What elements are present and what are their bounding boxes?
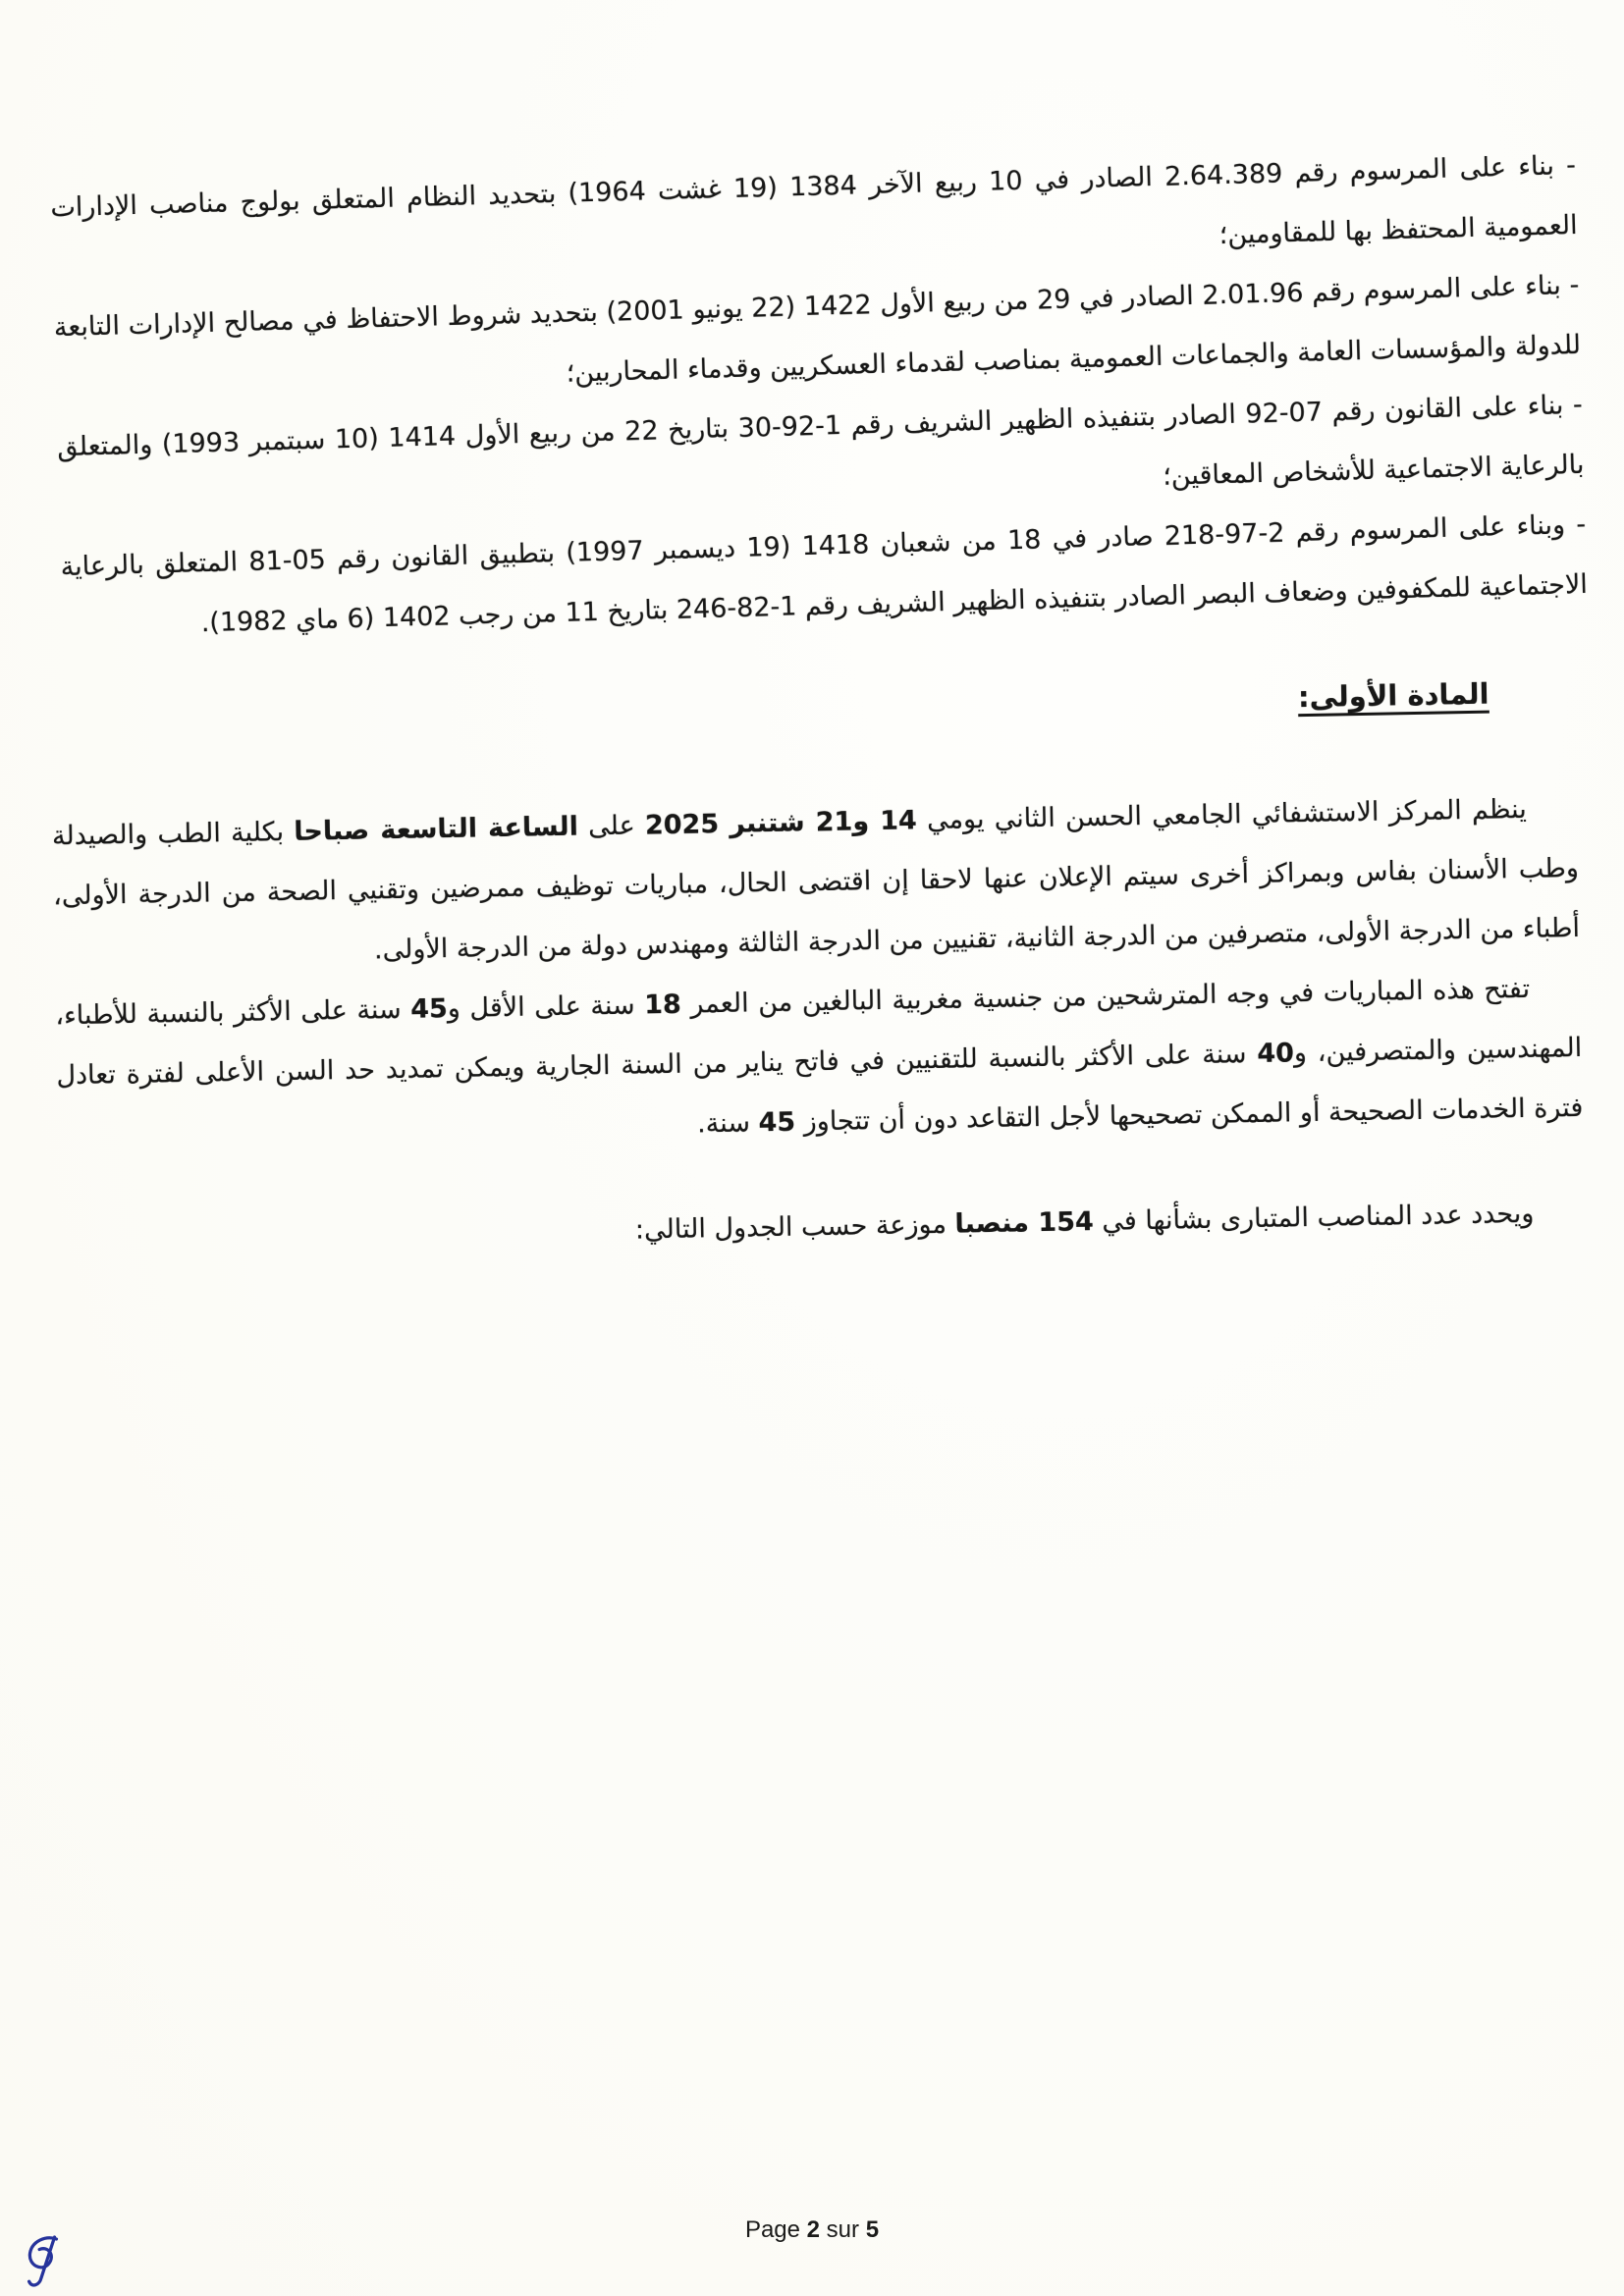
article-one-section xyxy=(49,664,1586,1270)
page-footer: Page 2 sur 5 xyxy=(744,2216,880,2243)
paragraph-exam-announcement: ينظم المركز الاستشفائي الجامعي الحسن الثاني يومي 14 و21 شتنبر 2025 على الساعة التاسعة صباحا بكلية الطب والصيدلة وطب الأسنان بفاس وبمراكز أخرى سيتم الإعلان عنها لاحقا إن اقتضى الحال، مباريات توظيف ممرضين وتقنيي الصحة من الدرجة الأولى، أطباء من الدرجة الأولى، متصرفين من الدرجة الثانية، تقنيين من الدرجة الثالثة ومهندس دولة من الدرجة الأولى. xyxy=(51,793,1581,966)
paragraph-eligibility-conditions: تفتح هذه المباريات في وجه المترشحين من جنسية مغربية البالغين من العمر 18 سنة على الأقل و45 سنة على الأكثر بالنسبة للأطباء، المهندسين والمتصرفين، و40 سنة على الأكثر بالنسبة للتقنيين في فاتح يناير من السنة الجارية ويمكن تمديد حد السن الأعلى لفترة تعادل فترة الخدمات الصحيحة أو الممكن تصحيحها لأجل التقاعد دون أن تتجاوز 45 سنة. xyxy=(55,973,1584,1140)
legal-references-list xyxy=(50,135,1589,657)
paragraph-positions-count: ويحدد عدد المناصب المتبارى بشأنها في 154 منصبا موزعة حسب الجدول التالي: xyxy=(634,1198,1535,1246)
article-heading: المادة الأولى: xyxy=(1297,676,1489,715)
legal-reference-item-4: - وبناء على المرسوم رقم 2-97-218 صادر في 18 من شعبان 1418 (19 ديسمبر 1997) بتطبيق القانون رقم 05-81 المتعلق بالرعاية الاجتماعية للمكفوفين وضعاف البصر الصادر بتنفيذه الظهير الشريف رقم 1-82-246 بتاريخ 11 من رجب 1402 (6 ماي 1982). xyxy=(60,508,1589,639)
legal-reference-item-1: - بناء على المرسوم رقم 2.64.389 الصادر في 10 ربيع الآخر 1384 (19 غشت 1964) بتحديد النظام المتعلق بولوج مناصب الإدارات العمومية المحتفظ بها للمقاومين؛ xyxy=(50,149,1578,251)
handwritten-initials-mark xyxy=(20,2234,67,2291)
legal-reference-item-2: - بناء على المرسوم رقم 2.01.96 الصادر في 29 من ربيع الأول 1422 (22 يونيو 2001) بتحديد شروط الاحتفاظ في مصالح الإدارات التابعة للدولة والمؤسسات العامة والجماعات العمومية بمناصب لقدماء العسكريين وقدماء المحاربين؛ xyxy=(53,269,1582,389)
legal-reference-item-3: - بناء على القانون رقم 07-92 الصادر بتنفيذه الظهير الشريف رقم 1-92-30 بتاريخ 22 من ربيع الأول 1414 (10 سبتمبر 1993) والمتعلق بالرعاية الاجتماعية للأشخاص المعاقين؛ xyxy=(56,389,1585,492)
